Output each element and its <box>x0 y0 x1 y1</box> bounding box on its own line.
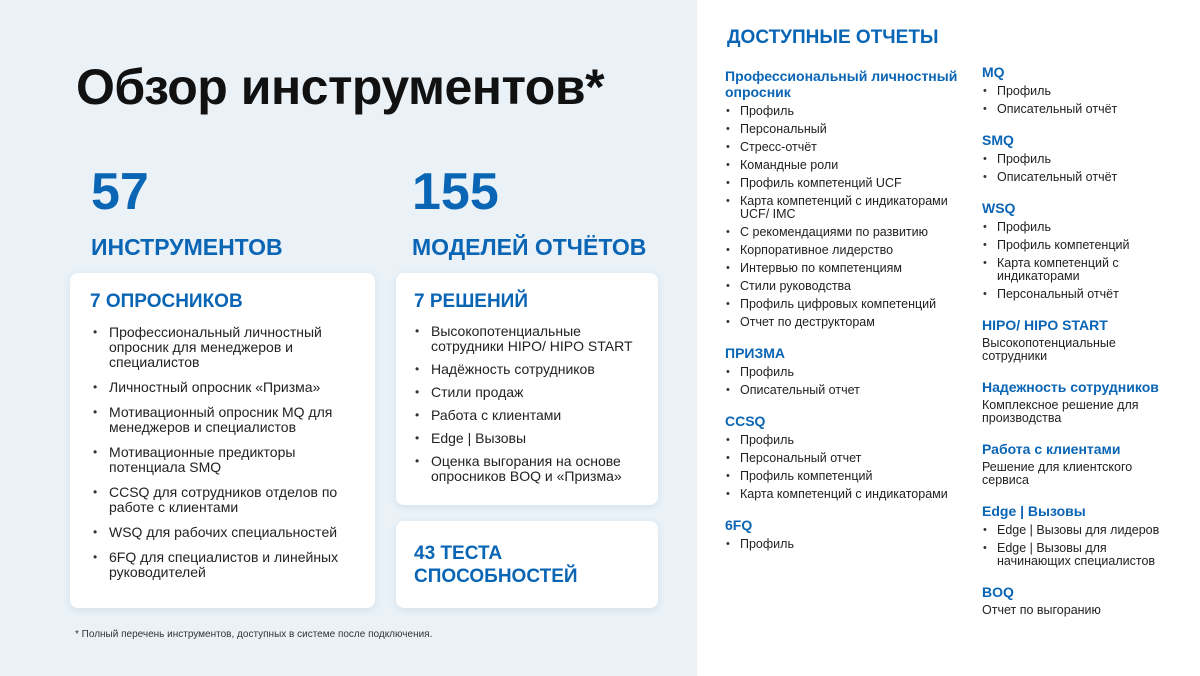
solutions-list <box>413 324 653 492</box>
report-section-title: WSQ <box>982 200 1016 216</box>
report-item: • Персональный <box>725 123 965 136</box>
report-item: • Карта компетенций с индикаторами <box>982 257 1182 283</box>
report-item: • Карта компетенций с индикаторами <box>725 488 965 501</box>
report-item: • Профиль <box>982 221 1182 234</box>
stat-label: МОДЕЛЕЙ ОТЧЁТОВ <box>412 234 647 260</box>
list-item: • Профессиональный личностный опросник для менеджеров и специалистов <box>91 325 366 370</box>
report-section <box>982 503 1182 568</box>
report-item: • Edge | Вызовы для лидеров <box>982 524 1182 537</box>
report-section-title: Работа с клиентами <box>982 441 1121 457</box>
list-item: • 6FQ для специалистов и линейных руководителей <box>91 550 366 580</box>
report-item: • Профиль <box>725 366 965 379</box>
report-item: • Персональный отчёт <box>982 288 1182 301</box>
report-item: • Описательный отчёт <box>982 103 1182 116</box>
report-item: • Корпоративное лидерство <box>725 244 965 257</box>
list-item: • Высокопотенциальные сотрудники HIPO/ HIPO START <box>413 324 653 354</box>
stat-report-models <box>412 163 647 261</box>
report-section <box>725 517 965 551</box>
report-item: • Edge | Вызовы для начинающих специалистов <box>982 542 1182 568</box>
report-list <box>725 105 965 329</box>
report-list <box>982 221 1182 301</box>
list-item: • Стили продаж <box>413 385 653 400</box>
report-section-title: CCSQ <box>725 413 766 429</box>
list-item: • Оценка выгорания на основе опросников BOQ и «Призма» <box>413 454 653 484</box>
report-description: Решение для клиентского сервиса <box>982 460 1133 487</box>
report-item: • Карта компетенций с индикаторами UCF/ IMC <box>725 195 965 221</box>
report-item: • Стили руководства <box>725 280 965 293</box>
report-item: • Профиль компетенций <box>725 470 965 483</box>
report-section <box>982 200 1182 301</box>
ability-tests-card <box>396 521 658 608</box>
report-list <box>725 366 965 397</box>
report-item: • Командные роли <box>725 159 965 172</box>
report-section <box>982 132 1182 184</box>
list-item: • Личностный опросник «Призма» <box>91 380 366 395</box>
reports-title: ДОСТУПНЫЕ ОТЧЕТЫ <box>727 27 939 48</box>
list-item: • Мотивационный опросник MQ для менеджеров и специалистов <box>91 405 366 435</box>
report-section-title: SMQ <box>982 132 1014 148</box>
report-item: • Описательный отчёт <box>982 171 1182 184</box>
page-title: Обзор инструментов* <box>76 59 605 115</box>
report-section <box>725 345 965 397</box>
list-item: • Мотивационные предикторы потенциала SMQ <box>91 445 366 475</box>
report-section <box>982 441 1182 487</box>
reports-column-1 <box>725 68 965 567</box>
report-item: • Интервью по компетенциям <box>725 262 965 275</box>
report-description: Комплексное решение для производства <box>982 398 1139 425</box>
stat-number: 57 <box>91 163 149 221</box>
report-section-title: ПРИЗМА <box>725 345 786 361</box>
card-title: 7 РЕШЕНИЙ <box>414 291 528 312</box>
report-section <box>982 317 1182 363</box>
report-section-title: HIPO/ HIPO START <box>982 317 1108 333</box>
report-item: • Профиль компетенций <box>982 239 1182 252</box>
report-item: • Профиль цифровых компетенций <box>725 298 965 311</box>
report-item: • Профиль <box>982 153 1182 166</box>
solutions-card <box>396 273 658 505</box>
report-description: Отчет по выгоранию <box>982 603 1101 617</box>
list-item: • Работа с клиентами <box>413 408 653 423</box>
stat-instruments <box>91 163 283 261</box>
stat-label: ИНСТРУМЕНТОВ <box>91 234 283 260</box>
report-section-title: MQ <box>982 64 1005 80</box>
report-item: • Стресс-отчёт <box>725 141 965 154</box>
report-section-title: BOQ <box>982 584 1014 600</box>
report-list <box>725 538 965 551</box>
report-section-title: Надежность сотрудников <box>982 379 1159 395</box>
report-list <box>982 524 1182 568</box>
report-section <box>982 379 1182 425</box>
report-item: • Профиль <box>982 85 1182 98</box>
card-title: 43 ТЕСТА СПОСОБНОСТЕЙ <box>414 543 578 587</box>
report-item: • Персональный отчет <box>725 452 965 465</box>
report-section-title: Профессиональный личностный опросник <box>725 68 958 100</box>
report-item: • Профиль <box>725 538 965 551</box>
questionnaires-card <box>70 273 375 608</box>
report-section-title: Edge | Вызовы <box>982 503 1086 519</box>
list-item: • CCSQ для сотрудников отделов по работе с клиентами <box>91 485 366 515</box>
list-item: • Edge | Вызовы <box>413 431 653 446</box>
report-list <box>982 85 1182 116</box>
report-item: • Отчет по деструкторам <box>725 316 965 329</box>
list-item: • Надёжность сотрудников <box>413 362 653 377</box>
stat-number: 155 <box>412 163 499 221</box>
report-item: • Профиль <box>725 105 965 118</box>
report-description: Высокопотенциальные сотрудники <box>982 336 1116 363</box>
report-list <box>982 153 1182 184</box>
reports-column-2 <box>982 64 1182 633</box>
report-section <box>982 64 1182 116</box>
report-list <box>725 434 965 501</box>
report-section <box>982 584 1182 617</box>
report-section <box>725 68 965 329</box>
report-item: • Профиль компетенций UCF <box>725 177 965 190</box>
report-item: • С рекомендациями по развитию <box>725 226 965 239</box>
report-section-title: 6FQ <box>725 517 753 533</box>
footnote: * Полный перечень инструментов, доступных в системе после подключения. <box>75 629 433 640</box>
report-section <box>725 413 965 501</box>
list-item: • WSQ для рабочих специальностей <box>91 525 366 540</box>
questionnaires-list <box>91 325 366 590</box>
report-item: • Описательный отчет <box>725 384 965 397</box>
card-title: 7 ОПРОСНИКОВ <box>90 291 243 312</box>
report-item: • Профиль <box>725 434 965 447</box>
